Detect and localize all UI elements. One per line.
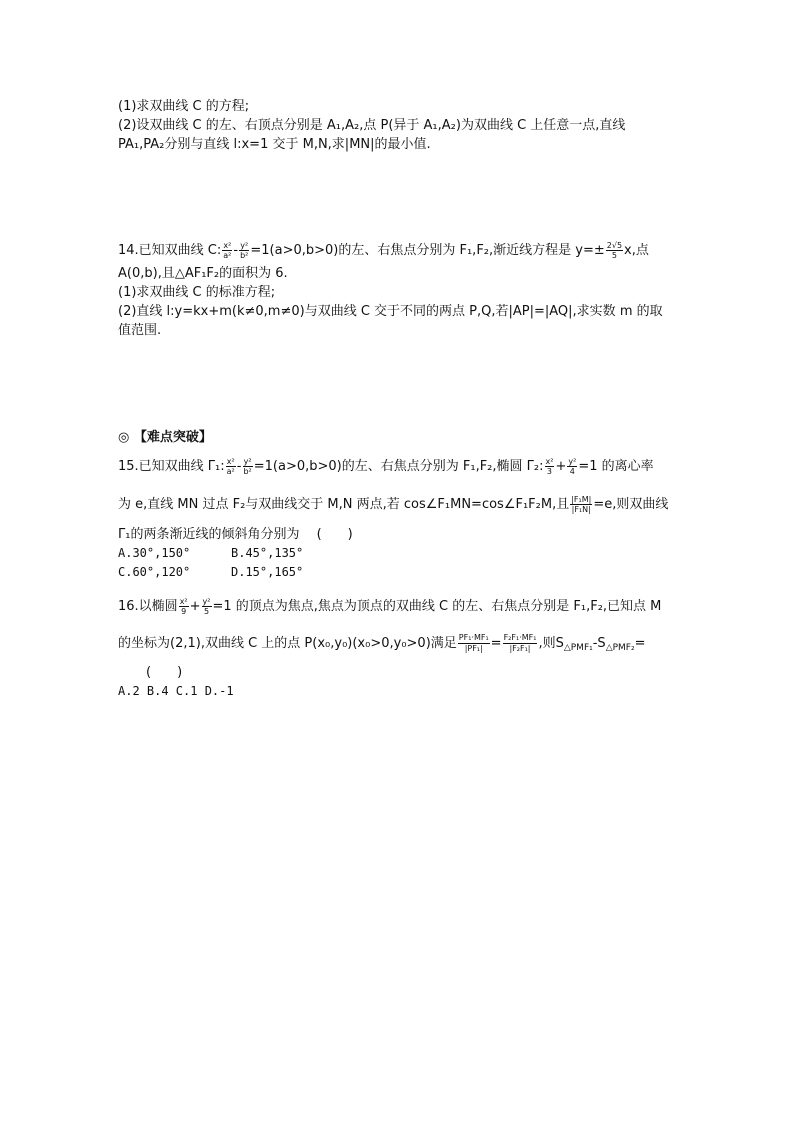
section-marker-icon: ◎ bbox=[118, 430, 130, 445]
q14-line2: A(0,b),且△AF₁F₂的面积为 6. bbox=[118, 266, 288, 281]
fraction-y2-5: $\frac{\text{y²}}{5}$ bbox=[202, 597, 211, 616]
q13-part1: (1)求双曲线 C 的方程; bbox=[118, 99, 250, 114]
fraction-y2-b2: $\frac{\text{y²}}{\text{b²}}$ bbox=[240, 241, 249, 260]
q16-line1: 16.以椭圆 $\frac{\text{x²}}{9}$ + $\frac{\text{y²}}{5}$ =1 的顶点为焦点,焦点为顶点的双曲线 C 的左、右焦点分别是 F₁,F₂,已知点 M bbox=[118, 597, 662, 616]
q15-options-row2 bbox=[118, 563, 678, 582]
question-15 bbox=[118, 457, 678, 582]
section-title: 【难点突破】 bbox=[133, 430, 212, 445]
q15-options-row1 bbox=[118, 544, 678, 563]
option-b: B.45°,135° bbox=[231, 546, 304, 560]
q14-part1: (1)求双曲线 C 的标准方程; bbox=[118, 285, 276, 300]
q13-part2-line2: PA₁,PA₂分别与直线 l:x=1 交于 M,N,求|MN|的最小值. bbox=[118, 137, 431, 152]
fraction-x2-9: $\frac{\text{x²}}{9}$ bbox=[179, 597, 188, 616]
fraction-y2-4: $\frac{\text{y²}}{4}$ bbox=[568, 457, 577, 476]
fraction-y2-b2: $\frac{\text{y²}}{\text{b²}}$ bbox=[243, 457, 252, 476]
q15-line2: 为 e,直线 MN 过点 F₂与双曲线交于 M,N 两点,若 cos∠F₁MN=cos∠F₁F₂M,且 $\frac{\text{|F₁M|}}{\text{|F₁N|}}$ =e,则双曲线 bbox=[118, 495, 669, 514]
q13-part2-line1: (2)设双曲线 C 的左、右顶点分别是 A₁,A₂,点 P(异于 A₁,A₂)为双曲线 C 上任意一点,直线 bbox=[118, 118, 626, 133]
fraction-pf1-mf1: $\frac{\text{PF₁·MF₁}}{\text{|PF₁|}}$ bbox=[458, 633, 489, 653]
fraction-f2f1-mf1: $\frac{\text{F₂F₁·MF₁}}{\text{|F₂F₁|}}$ bbox=[503, 633, 537, 653]
section-heading bbox=[118, 428, 678, 447]
fraction-2sqrt5-5: $\frac{2√5}{5}$ bbox=[606, 241, 623, 260]
q16-options: A.2 B.4 C.1 D.-1 bbox=[118, 684, 234, 698]
question-16 bbox=[118, 597, 678, 701]
fraction-x2-a2: $\frac{\text{x²}}{\text{a²}}$ bbox=[226, 457, 235, 476]
question-14 bbox=[118, 241, 678, 340]
question-13 bbox=[118, 97, 678, 154]
fraction-f1m-f1n: $\frac{\text{|F₁M|}}{\text{|F₁N|}}$ bbox=[571, 495, 592, 514]
option-d: D.15°,165° bbox=[231, 565, 304, 579]
option-a: A.30°,150° bbox=[118, 546, 191, 560]
option-c: C.60°,120° bbox=[118, 565, 191, 579]
q14-part2-line1: (2)直线 l:y=kx+m(k≠0,m≠0)与双曲线 C 交于不同的两点 P,Q,若|AP|=|AQ|,求实数 m 的取 bbox=[118, 304, 663, 319]
q14-line1: 14.已知双曲线 C: $\frac{\text{x²}}{\text{a²}}$ - $\frac{\text{y²}}{\text{b²}}$ =1(a>0,b>0)的左、右焦点分别为 F₁,F₂,渐近线方程是 y=± $\frac{2√5}{5}$ x,点 bbox=[118, 241, 649, 260]
q15-line3: Γ₁的两条渐近线的倾斜角分别为 ( ) bbox=[118, 527, 353, 542]
q16-line3: ( ) bbox=[146, 665, 183, 680]
q14-part2-line2: 值范围. bbox=[118, 323, 162, 338]
fraction-x2-3: $\frac{\text{x²}}{3}$ bbox=[545, 457, 554, 476]
q16-line2: 的坐标为(2,1),双曲线 C 上的点 P(x₀,y₀)(x₀>0,y₀>0)满足 $\frac{\text{PF₁·MF₁}}{\text{|PF₁|}}$ = $\frac{\text{F₂F₁·MF₁}}{\text{|F₂F₁|}}$ ,则$S_{\triangle PMF_1}-S_{\triangle PMF_2}=$ bbox=[118, 633, 646, 653]
q15-line1: 15.已知双曲线 Γ₁: $\frac{\text{x²}}{\text{a²}}$ - $\frac{\text{y²}}{\text{b²}}$ =1(a>0,b>0)的左、右焦点分别为 F₁,F₂,椭圆 Γ₂: $\frac{\text{x²}}{3}$ + $\frac{\text{y²}}{4}$ =1 的离心率 bbox=[118, 457, 654, 476]
fraction-x2-a2: $\frac{\text{x²}}{\text{a²}}$ bbox=[223, 241, 232, 260]
